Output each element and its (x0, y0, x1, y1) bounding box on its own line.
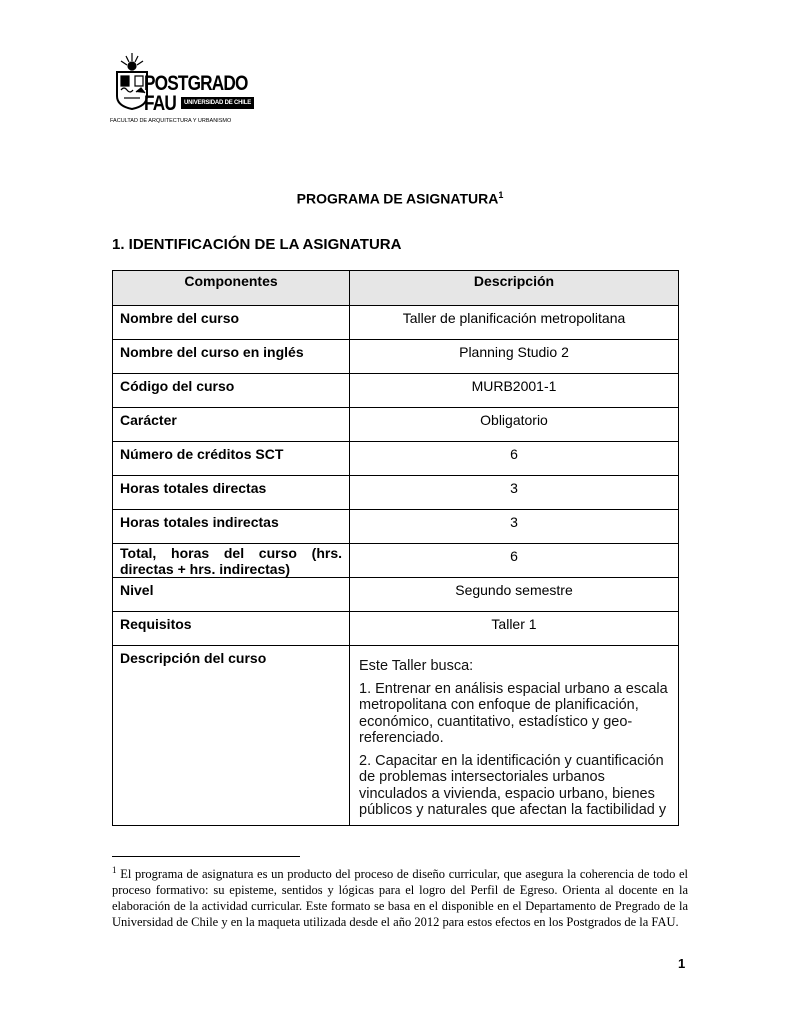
description-label: Descripción del curso (113, 646, 350, 826)
table-row-description (113, 646, 679, 826)
logo-fau-text: FAU (144, 92, 176, 115)
row-label: Nombre del curso en inglés (113, 340, 350, 374)
row-label: Nivel (113, 578, 350, 612)
footnote-divider (112, 856, 300, 857)
logo-postgrado-text: POSTGRADO (144, 72, 248, 95)
table-row (113, 510, 679, 544)
table-row (113, 442, 679, 476)
row-value: MURB2001-1 (350, 374, 679, 408)
logo-faculty-text: FACULTAD DE ARQUITECTURA Y URBANISMO (110, 118, 232, 124)
row-label (113, 544, 350, 578)
row-value: Obligatorio (350, 408, 679, 442)
row-value: Segundo semestre (350, 578, 679, 612)
row-value: 6 (350, 544, 679, 578)
row-label-line1: Total, horas del curso (hrs. (120, 545, 342, 561)
row-value: Taller 1 (350, 612, 679, 646)
table-row (113, 408, 679, 442)
table-row (113, 476, 679, 510)
row-label: Código del curso (113, 374, 350, 408)
title-footnote-mark[interactable]: 1 (498, 190, 504, 200)
row-label: Nombre del curso (113, 306, 350, 340)
page-number: 1 (678, 956, 686, 971)
postgrado-fau-logo (108, 48, 252, 128)
table-header-row (113, 271, 679, 306)
row-label-line2: directas + hrs. indirectas) (120, 561, 291, 577)
row-label: Número de créditos SCT (113, 442, 350, 476)
row-value: 6 (350, 442, 679, 476)
table-row (113, 612, 679, 646)
row-value: 3 (350, 476, 679, 510)
table-row (113, 306, 679, 340)
row-value: Planning Studio 2 (350, 340, 679, 374)
course-identification-table (112, 270, 679, 826)
row-label: Horas totales indirectas (113, 510, 350, 544)
row-value: Taller de planificación metropolitana (350, 306, 679, 340)
footnote (112, 862, 688, 930)
table-row (113, 544, 679, 578)
course-description (359, 658, 668, 819)
description-cell (350, 646, 679, 826)
table-row (113, 374, 679, 408)
description-paragraph-2: 2. Capacitar en la identificación y cuantificación de problemas intersectoriales urbanos vinculados a vivienda, espacio urbano, bienes públicos y naturales que afectan la factibilidad y (359, 752, 667, 818)
description-intro: Este Taller busca: (359, 658, 474, 674)
description-paragraph-1: 1. Entrenar en análisis espacial urbano a escala metropolitana con enfoque de planificación, económico, cuantitativo, estadístico y geo-referenciado. (359, 680, 668, 746)
footnote-text: El programa de asignatura es un producto del proceso de diseño curricular, que asegura la coherencia de todo el proceso formativo: su episteme, sentidos y lógicas para el logro del Perfil de Egreso. Orienta al docente en la elaboración de la actividad curricular. Este formato se basa en el disponible en el Departamento de Pregrado de la Universidad de Chile y en la maqueta utilizada desde el año 2012 para estos efectos en los Postgrados de la FAU. (112, 867, 689, 930)
row-label: Carácter (113, 408, 350, 442)
row-label: Requisitos (113, 612, 350, 646)
footnote-mark: 1 (112, 865, 117, 875)
row-label: Horas totales directas (113, 476, 350, 510)
table-row (113, 340, 679, 374)
logo-university-text: UNIVERSIDAD DE CHILE (181, 97, 254, 109)
document-title: PROGRAMA DE ASIGNATURA$^1$ (296, 190, 504, 207)
table-row (113, 578, 679, 612)
row-value: 3 (350, 510, 679, 544)
header-description: Descripción (350, 271, 679, 306)
header-components: Componentes (113, 271, 350, 306)
section-heading: 1. IDENTIFICACIÓN DE LA ASIGNATURA (112, 236, 402, 253)
